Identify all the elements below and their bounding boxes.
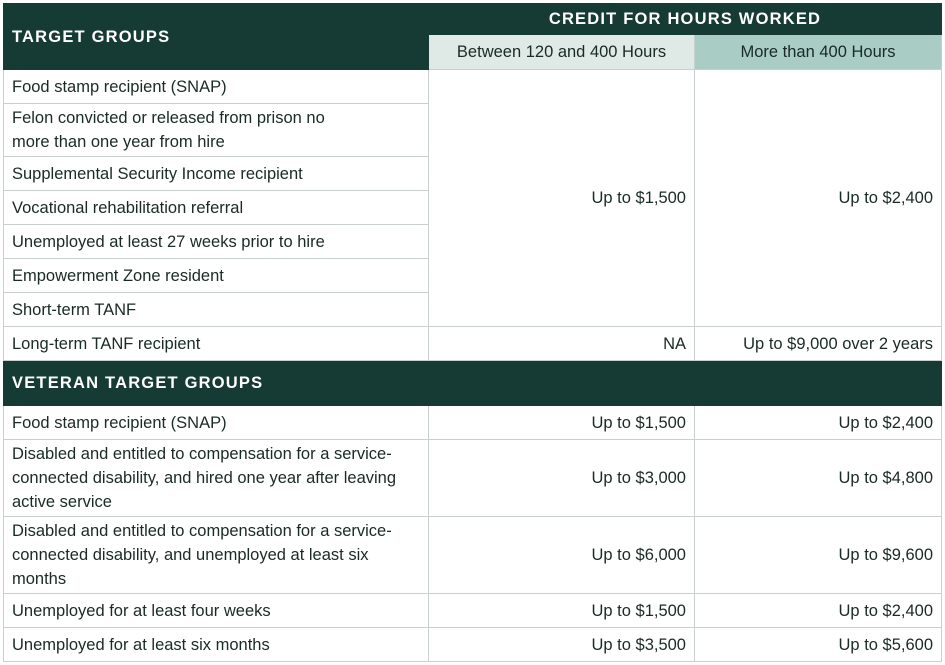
veteran-group-label: Food stamp recipient (SNAP) xyxy=(4,406,429,440)
credit-table xyxy=(3,3,942,662)
credit-between: Up to $3,000 xyxy=(429,440,695,517)
shared-credit-between: Up to $1,500 xyxy=(429,70,695,327)
col-header-more: More than 400 Hours xyxy=(695,35,942,70)
veteran-group-label: Disabled and entitled to compensation for a service-connected disability, and hired one year after leaving active service xyxy=(4,440,429,517)
credit-more: Up to $5,600 xyxy=(695,628,942,662)
credit-between: Up to $3,500 xyxy=(429,628,695,662)
credit-between: NA xyxy=(429,327,695,361)
credit-between: Up to $1,500 xyxy=(429,406,695,440)
veteran-group-label: Unemployed for at least six months xyxy=(4,628,429,662)
target-group-label: Short-term TANF xyxy=(4,293,429,327)
veteran-group-label: Disabled and entitled to compensation for a service-connected disability, and unemployed at least six months xyxy=(4,517,429,594)
target-group-label: Long-term TANF recipient xyxy=(4,327,429,361)
target-group-label: Food stamp recipient (SNAP) xyxy=(4,70,429,104)
credit-header: CREDIT FOR HOURS WORKED xyxy=(429,4,942,35)
target-group-label: Empowerment Zone resident xyxy=(4,259,429,293)
credit-between: Up to $1,500 xyxy=(429,594,695,628)
credit-more: Up to $2,400 xyxy=(695,594,942,628)
veteran-section-header: VETERAN TARGET GROUPS xyxy=(4,361,942,406)
credit-more: Up to $2,400 xyxy=(695,406,942,440)
col-header-between: Between 120 and 400 Hours xyxy=(429,35,695,70)
target-groups-header: TARGET GROUPS xyxy=(4,4,429,70)
shared-credit-more: Up to $2,400 xyxy=(695,70,942,327)
veteran-group-label: Unemployed for at least four weeks xyxy=(4,594,429,628)
target-group-label: Supplemental Security Income recipient xyxy=(4,157,429,191)
target-group-label: Vocational rehabilitation referral xyxy=(4,191,429,225)
target-group-label: Unemployed at least 27 weeks prior to hire xyxy=(4,225,429,259)
credit-between: Up to $6,000 xyxy=(429,517,695,594)
credit-more: Up to $4,800 xyxy=(695,440,942,517)
credit-more: Up to $9,600 xyxy=(695,517,942,594)
target-group-label: Felon convicted or released from prison no more than one year from hire xyxy=(4,104,429,157)
credit-more: Up to $9,000 over 2 years xyxy=(695,327,942,361)
